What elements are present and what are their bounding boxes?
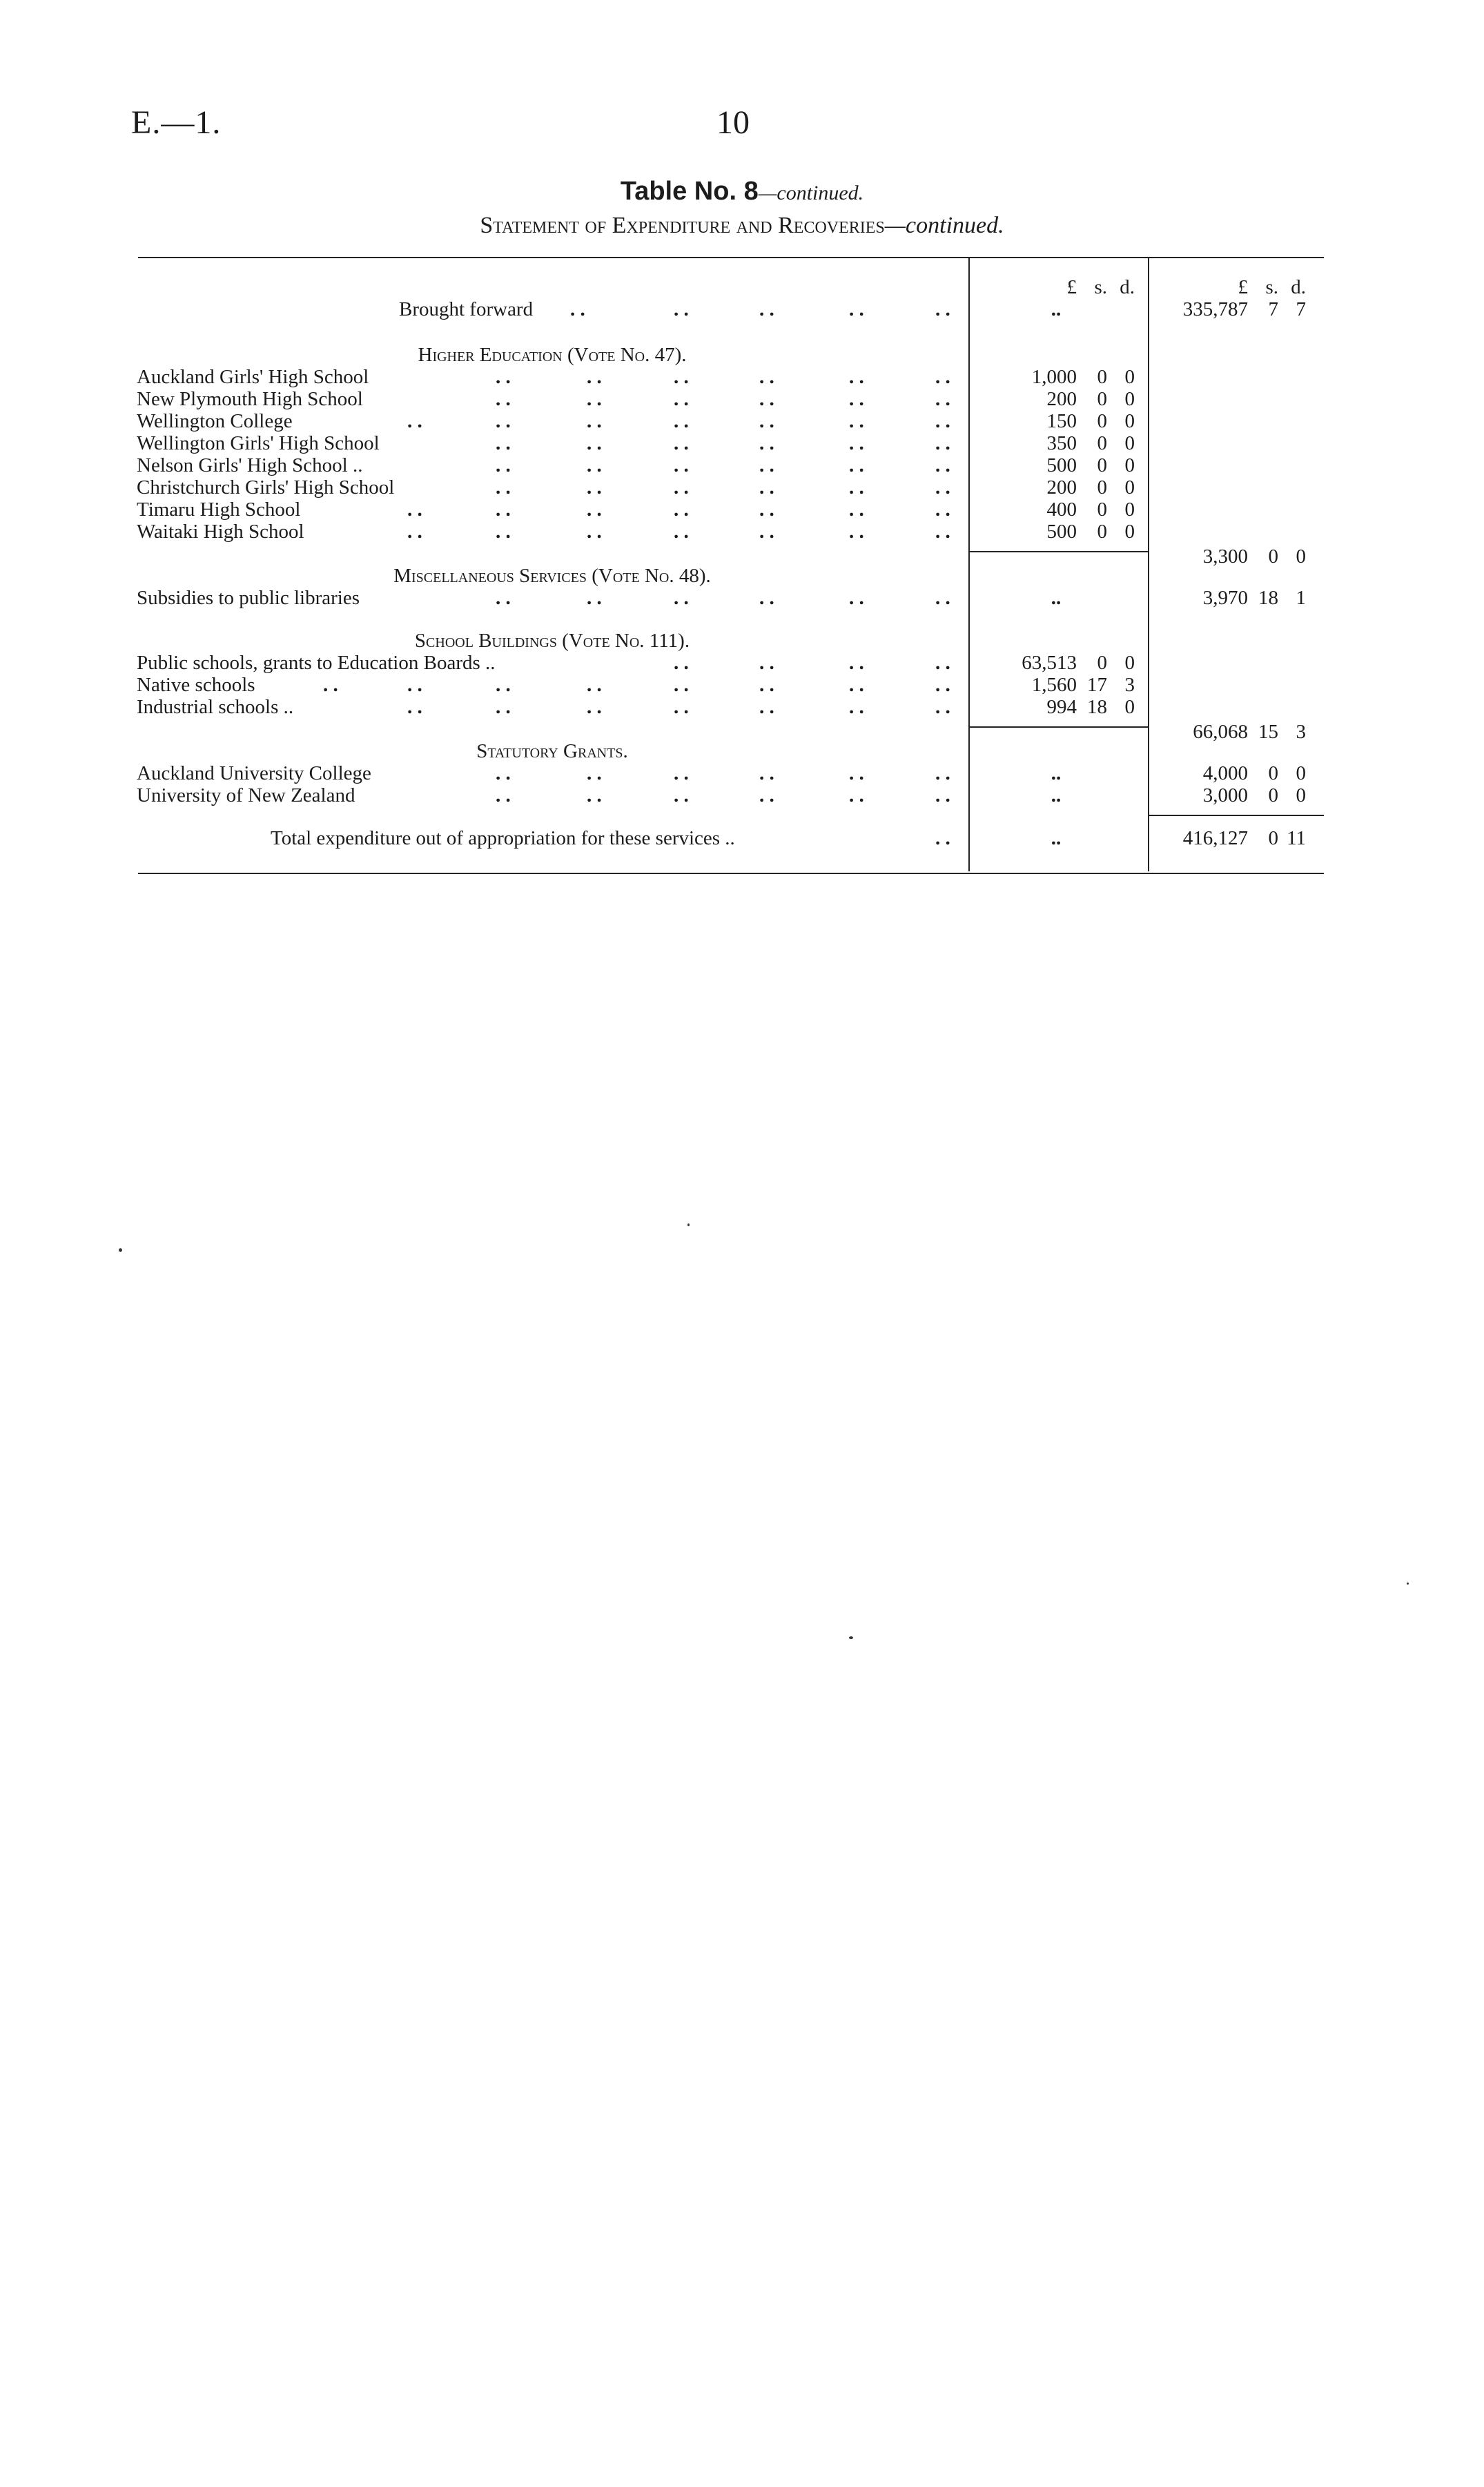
total-rule-statutory (1149, 815, 1324, 816)
row-label: Nelson Girls' High School .. (137, 454, 363, 476)
table-title-main: Table No. 8 (620, 177, 759, 206)
section-heading-school-buildings: School Buildings (Vote No. 111). (414, 630, 690, 652)
row-pence: 0 (1124, 366, 1135, 388)
row-col1-empty: .. (1051, 784, 1062, 806)
row-shillings: 0 (1097, 432, 1107, 454)
row-pence: 0 (1124, 454, 1135, 476)
row-total-pounds: 3,970 (1202, 587, 1248, 609)
section-heading-higher-education: Higher Education (Vote No. 47). (418, 344, 687, 366)
table-row: Public schools, grants to Education Boards .. . . . . . . . . 63,513 0 0 (137, 652, 1135, 674)
row-label: Native schools (137, 674, 255, 696)
row-pounds: 350 (1046, 432, 1077, 454)
table-row: Auckland Girls' High School . . . . . . . . . . . . 1,000 0 0 (137, 366, 1135, 388)
grand-total-label: Total expenditure out of appropriation for these services .. (271, 827, 735, 849)
scan-speck (687, 1223, 690, 1226)
statement-title-continued: —continued. (884, 213, 1004, 238)
row-pence: 0 (1124, 521, 1135, 543)
row-label: University of New Zealand (137, 784, 355, 806)
subtotal-shillings: 15 (1258, 721, 1278, 743)
statement-title-text: Statement of Expenditure and Recoveries (480, 213, 885, 238)
scan-speck (1407, 1583, 1409, 1585)
row-pounds: 500 (1046, 454, 1077, 476)
row-pence: 0 (1124, 476, 1135, 499)
table-row: Wellington College . . . . . . . . . . . . . . 150 0 0 (137, 410, 1135, 432)
row-pence: 0 (1124, 499, 1135, 521)
table-row: Christchurch Girls' High School . . . . . . . . . . . . 200 0 0 (137, 476, 1135, 499)
row-label: Timaru High School (137, 499, 301, 521)
subtotal-pence: 0 (1296, 545, 1306, 568)
row-total-pence: 0 (1296, 784, 1306, 806)
subtotal-pounds: 66,068 (1193, 721, 1248, 743)
subtotal-pounds: 3,300 (1202, 545, 1248, 568)
table-row: Subsidies to public libraries . . . . . . . . . . . . .. 3,970 18 1 (137, 587, 1306, 609)
row-pence: 0 (1124, 652, 1135, 674)
row-shillings: 17 (1087, 674, 1107, 696)
row-pence: 0 (1124, 410, 1135, 432)
total-pence: 7 (1296, 298, 1306, 320)
brought-forward-label: Brought forward (399, 298, 534, 320)
row-pence: 0 (1124, 388, 1135, 410)
page-number: 10 (716, 104, 750, 141)
row-pounds: 1,560 (1031, 674, 1077, 696)
table-row: University of New Zealand . . . . . . . . . . . . .. 3,000 0 0 (137, 784, 1306, 806)
table-bottom-rule (138, 873, 1324, 874)
brought-forward-row: Brought forward . . . . . . . . . . .. 335,787 7 7 (399, 298, 1306, 320)
row-pounds: 1,000 (1031, 366, 1077, 388)
row-shillings: 0 (1097, 476, 1107, 499)
scan-speck (119, 1248, 122, 1252)
table-row: Waitaki High School . . . . . . . . . . . . . . 500 0 0 (137, 521, 1135, 543)
row-total-pence: 1 (1296, 587, 1306, 609)
table-row: Industrial schools .. . . . . . . . . . . . . . . 994 18 0 (137, 696, 1135, 718)
row-label: Auckland Girls' High School (137, 366, 369, 388)
col1-pounds-header: £ (1066, 276, 1077, 298)
row-total-pounds: 3,000 (1202, 784, 1248, 806)
row-label: Wellington College (137, 410, 293, 432)
subtotal-pence: 3 (1296, 721, 1306, 743)
row-total-shillings: 0 (1268, 784, 1278, 806)
scan-speck (849, 1636, 853, 1639)
grand-total-pence: 11 (1287, 827, 1306, 849)
table-top-rule (138, 257, 1324, 258)
brought-forward-col1: .. (1051, 298, 1062, 320)
row-pounds: 994 (1046, 696, 1077, 718)
row-shillings: 0 (1097, 652, 1107, 674)
table-row: Timaru High School . . . . . . . . . . . . . . 400 0 0 (137, 499, 1135, 521)
grand-total-pounds: 416,127 (1182, 827, 1248, 849)
col1-shillings-header: s. (1094, 276, 1107, 298)
row-pence: 0 (1124, 432, 1135, 454)
table-row: Nelson Girls' High School .. . . . . . . . . . . . . 500 0 0 (137, 454, 1135, 476)
table-row: Native schools . . . . . . . . . . . . . . . . 1,560 17 3 (137, 674, 1135, 696)
row-label: Auckland University College (137, 762, 371, 784)
total-pounds: 335,787 (1182, 298, 1248, 320)
row-pounds: 63,513 (1022, 652, 1077, 674)
row-total-pence: 0 (1296, 762, 1306, 784)
section-heading-statutory-grants: Statutory Grants. (476, 740, 628, 762)
table-row: New Plymouth High School . . . . . . . . . . . . 200 0 0 (137, 388, 1135, 410)
row-shillings: 0 (1097, 388, 1107, 410)
row-shillings: 0 (1097, 499, 1107, 521)
col2-pence-header: d. (1291, 276, 1306, 298)
row-col1-empty: .. (1051, 587, 1062, 609)
row-pounds: 200 (1046, 476, 1077, 499)
row-shillings: 0 (1097, 366, 1107, 388)
col1-pence-header: d. (1120, 276, 1135, 298)
grand-total-shillings: 0 (1268, 827, 1278, 849)
row-shillings: 0 (1097, 521, 1107, 543)
row-pounds: 400 (1046, 499, 1077, 521)
col2-shillings-header: s. (1265, 276, 1278, 298)
row-total-shillings: 18 (1258, 587, 1278, 609)
section-heading-miscellaneous: Miscellaneous Services (Vote No. 48). (393, 565, 711, 587)
row-shillings: 0 (1097, 410, 1107, 432)
row-label: Public schools, grants to Education Boards .. (137, 652, 496, 674)
row-pounds: 500 (1046, 521, 1077, 543)
subtotal-shillings: 0 (1268, 545, 1278, 568)
row-label: Wellington Girls' High School (137, 432, 380, 454)
statement-title (0, 213, 1484, 239)
row-total-shillings: 0 (1268, 762, 1278, 784)
row-total-pounds: 4,000 (1202, 762, 1248, 784)
row-pounds: 150 (1046, 410, 1077, 432)
row-pence: 3 (1124, 674, 1135, 696)
row-pence: 0 (1124, 696, 1135, 718)
column-header-row (0, 276, 1484, 298)
row-pounds: 200 (1046, 388, 1077, 410)
table-title-continued: —continued. (758, 182, 864, 204)
total-shillings: 7 (1268, 298, 1278, 320)
row-label: Waitaki High School (137, 521, 304, 543)
row-shillings: 0 (1097, 454, 1107, 476)
row-label: Christchurch Girls' High School (137, 476, 395, 499)
table-title (0, 176, 1484, 206)
table-row: Auckland University College . . . . . . . . . . . . .. 4,000 0 0 (137, 762, 1306, 784)
col2-pounds-header: £ (1238, 276, 1248, 298)
grand-total-col1: .. (1051, 827, 1062, 849)
document-reference: E.—1. (131, 104, 222, 141)
row-col1-empty: .. (1051, 762, 1062, 784)
row-label: New Plymouth High School (137, 388, 363, 410)
table-row: Wellington Girls' High School . . . . . . . . . . . . 350 0 0 (137, 432, 1135, 454)
row-label: Industrial schools .. (137, 696, 294, 718)
grand-total-row: Total expenditure out of appropriation for these services .. . . .. 416,127 0 11 (271, 827, 1306, 849)
row-shillings: 18 (1087, 696, 1107, 718)
row-label: Subsidies to public libraries (137, 587, 360, 609)
